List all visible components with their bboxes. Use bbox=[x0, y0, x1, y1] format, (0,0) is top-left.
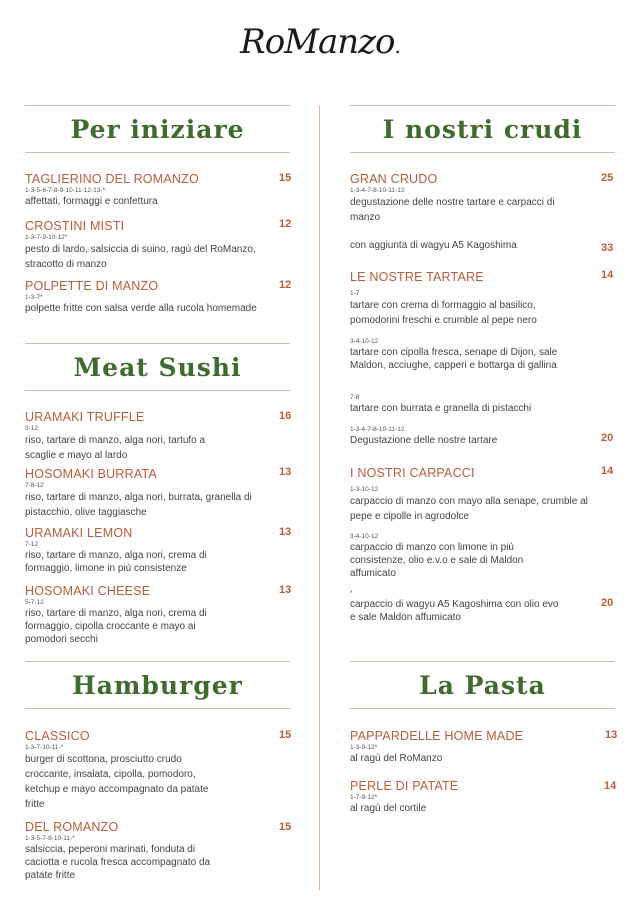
item-price: 12 bbox=[279, 279, 292, 291]
item-allergens: 3-4-10-12 bbox=[350, 533, 379, 540]
item-name: HOSOMAKI CHEESE bbox=[25, 584, 151, 598]
item-price: 16 bbox=[279, 410, 292, 422]
menu-item bbox=[25, 410, 295, 463]
item-variant bbox=[350, 393, 615, 415]
item-allergens: 7-8-12 bbox=[25, 482, 44, 489]
section-header-crudi bbox=[350, 105, 615, 153]
item-variant bbox=[350, 532, 615, 580]
item-variant bbox=[350, 485, 615, 524]
section-title: La Pasta bbox=[419, 671, 546, 700]
item-name: GRAN CRUDO bbox=[350, 172, 438, 186]
item-allergens: 3-12 bbox=[25, 425, 39, 432]
item-price: 20 bbox=[601, 432, 614, 444]
item-allergens: 1-3-9-12* bbox=[350, 744, 378, 751]
item-variant bbox=[350, 589, 615, 624]
menu-item bbox=[350, 270, 615, 284]
menu-item bbox=[350, 729, 618, 765]
menu-item bbox=[25, 467, 295, 520]
section-title: Hamburger bbox=[72, 671, 243, 700]
item-description: tartare con cipolla fresca, senape di Dijon, sale Maldon, acciughe, capperi e bottarga di gallina bbox=[350, 347, 558, 371]
section-header-meat-sushi bbox=[25, 343, 290, 391]
item-price: 14 bbox=[601, 465, 614, 477]
item-allergens: 1-3-7* bbox=[25, 294, 43, 301]
item-price: 25 bbox=[601, 172, 614, 184]
item-price: 15 bbox=[279, 821, 292, 833]
item-price: 14 bbox=[604, 780, 617, 792]
item-description: Degustazione delle nostre tartare bbox=[350, 435, 498, 446]
menu-item bbox=[25, 219, 295, 272]
item-allergens: 1-3-5-7-8-10-11-* bbox=[25, 835, 75, 842]
item-name: CLASSICO bbox=[25, 729, 90, 743]
item-allergens: 1-3-4-7-8-10-11-12 bbox=[350, 426, 405, 433]
menu-item-addon bbox=[350, 239, 615, 252]
divider bbox=[350, 152, 615, 153]
divider bbox=[25, 390, 290, 391]
item-variant bbox=[350, 289, 615, 328]
divider bbox=[25, 152, 290, 153]
item-price: 33 bbox=[601, 242, 614, 254]
menu-item bbox=[25, 584, 295, 646]
item-price: 14 bbox=[601, 269, 614, 281]
item-description: carpaccio di manzo con limone in più consistenze, olio e.v.o e sale di Maldon affumicato bbox=[350, 542, 524, 579]
item-description: riso, tartare di manzo, alga nori, tartufo a scaglie e mayo al lardo bbox=[25, 435, 206, 461]
item-name: URAMAKI TRUFFLE bbox=[25, 410, 145, 424]
item-name: I NOSTRI CARPACCI bbox=[350, 466, 475, 480]
item-price: 12 bbox=[279, 218, 292, 230]
item-allergens: 1-3-10-12 bbox=[350, 486, 379, 493]
item-description: con aggiunta di wagyu A5 Kagoshima bbox=[350, 240, 517, 251]
section-header-per-iniziare bbox=[25, 105, 290, 153]
item-description: polpette fritte con salsa verde alla rucola homemade bbox=[25, 303, 257, 314]
item-name: HOSOMAKI BURRATA bbox=[25, 467, 157, 481]
item-allergens: 1-3-5-6-7-8-9-10-11-12-13-* bbox=[25, 187, 106, 194]
menu-item bbox=[25, 172, 295, 208]
item-price: 13 bbox=[279, 584, 292, 596]
divider bbox=[25, 708, 290, 709]
item-price: 13 bbox=[279, 466, 292, 478]
menu-item bbox=[350, 779, 615, 815]
menu-item bbox=[350, 466, 615, 480]
menu-item bbox=[350, 172, 615, 225]
item-description: degustazione delle nostre tartare e carpacci di manzo bbox=[350, 197, 555, 223]
menu-item bbox=[25, 820, 295, 882]
item-allergens: 1-7 bbox=[350, 290, 360, 297]
item-description: riso, tartare di manzo, alga nori, crema di formaggio, limone in più consistenze bbox=[25, 550, 207, 574]
item-allergens: 1-3-7-9-10-12* bbox=[25, 234, 68, 241]
item-description: al ragù del cortile bbox=[350, 803, 427, 814]
item-name: URAMAKI LEMON bbox=[25, 526, 133, 540]
item-name: DEL ROMANZO bbox=[25, 820, 119, 834]
item-price: 20 bbox=[601, 597, 614, 609]
item-description: carpaccio di wagyu A5 Kagoshima con olio evo e sale Maldon affumicato bbox=[350, 599, 559, 623]
menu-item bbox=[25, 526, 295, 575]
item-name: CROSTINI MISTI bbox=[25, 219, 125, 233]
item-allergens: 7-8 bbox=[350, 394, 360, 401]
item-name: TAGLIERINO DEL ROMANZO bbox=[25, 172, 199, 186]
item-allergens: 1-3-4-7-8-10-11-12 bbox=[350, 187, 405, 194]
item-price: 15 bbox=[279, 729, 292, 741]
item-description: riso, tartare di manzo, alga nori, burrata, granella di pistacchio, olive taggiasche bbox=[25, 492, 252, 518]
item-allergens: 7-12 bbox=[25, 541, 39, 548]
item-description: riso, tartare di manzo, alga nori, crema di formaggio, cipolla croccante e mayo ai pomodori secchi bbox=[25, 608, 207, 645]
menu-item bbox=[25, 729, 295, 812]
item-variant bbox=[350, 337, 615, 372]
section-title: Per iniziare bbox=[70, 115, 245, 144]
divider bbox=[350, 708, 615, 709]
logo: RoManzo. bbox=[240, 22, 400, 62]
item-price: 13 bbox=[279, 526, 292, 538]
item-allergens: 1-3-7-10-11-* bbox=[25, 744, 64, 751]
item-description: pesto di lardo, salsiccia di suino, ragù del RoManzo, stracotto di manzo bbox=[25, 244, 256, 270]
item-name: PERLE DI PATATE bbox=[350, 779, 459, 793]
item-description: affettati, formaggi e confettura bbox=[25, 196, 158, 207]
section-title: Meat Sushi bbox=[73, 353, 242, 382]
item-description: salsiccia, peperoni marinati, fonduta di caciotta e rucola fresca accompagnato da patate fritte bbox=[25, 844, 211, 881]
item-description: carpaccio di manzo con mayo alla senape, crumble al pepe e cipolle in agrodolce bbox=[350, 496, 588, 522]
item-allergens: 5-7-12 bbox=[25, 599, 44, 606]
item-description: tartare con crema di formaggio al basilico, pomodorini freschi e crumble al pepe nero bbox=[350, 300, 537, 326]
item-price: 15 bbox=[279, 172, 292, 184]
column-divider bbox=[319, 105, 320, 890]
item-allergens: 3-4-10-12 bbox=[350, 338, 379, 345]
item-description: burger di scottona, prosciutto crudo croccante, insalata, cipolla, pomodoro, ketchup e mayo accompagnato da patate fritte bbox=[25, 754, 209, 810]
item-allergens: 1-7-9-12* bbox=[350, 794, 378, 801]
section-title: I nostri crudi bbox=[382, 115, 583, 144]
item-variant bbox=[350, 425, 615, 447]
item-name: PAPPARDELLE HOME MADE bbox=[350, 729, 524, 743]
item-allergens: * bbox=[350, 590, 353, 597]
item-name: LE NOSTRE TARTARE bbox=[350, 270, 484, 284]
item-price: 13 bbox=[605, 729, 618, 741]
section-header-hamburger bbox=[25, 661, 290, 709]
menu-item bbox=[25, 279, 295, 315]
item-description: tartare con burrata e granella di pistacchi bbox=[350, 403, 532, 414]
item-description: al ragù del RoManzo bbox=[350, 753, 443, 764]
section-header-pasta bbox=[350, 661, 615, 709]
item-name: POLPETTE DI MANZO bbox=[25, 279, 159, 293]
